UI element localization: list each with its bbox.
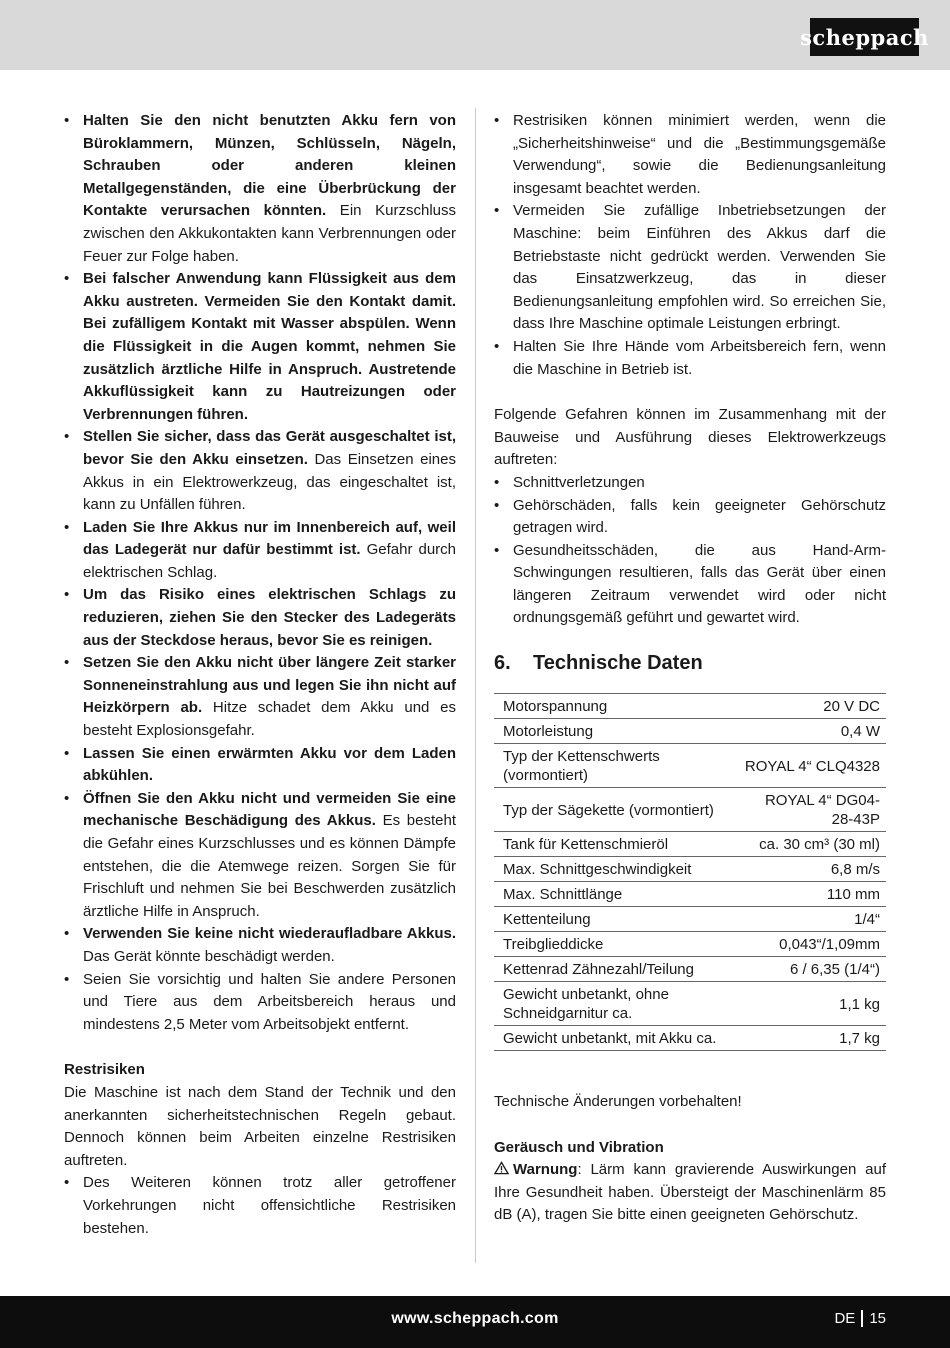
spec-value: 1/4“ [736,907,886,932]
list-item: • Des Weiteren können trotz aller getroffener Vorkehrungen nicht offensichtliche Restrisiken bestehen. [64,1172,456,1240]
spec-label: Typ der Kettenschwerts (vormontiert) [494,744,736,788]
table-row [494,788,886,832]
left-column [64,110,456,1240]
hazards-list [494,472,886,630]
list-item-text: Das Gerät könnte beschädigt werden. [83,947,335,965]
spec-label: Kettenrad Zähnezahl/Teilung [494,957,736,982]
technical-data-table [494,693,886,1051]
page-number: 15 [869,1310,886,1327]
column-divider [475,108,476,1263]
website-link[interactable]: www.scheppach.com [391,1310,559,1327]
list-item-bold-text: Setzen Sie den Akku nicht über längere Zeit starker Sonneneinstrahlung aus und legen Sie ihn nicht auf Heizkörpern ab. [83,654,456,717]
list-item [64,969,456,1037]
spec-label: Treibglieddicke [494,932,736,957]
spec-label: Gewicht unbetankt, mit Akku ca. [494,1026,736,1051]
list-item-text: Gefahr durch elektrischen Schlag. [83,541,457,581]
spec-label: Typ der Sägekette (vormontiert) [494,788,736,832]
spec-value: 1,7 kg [736,1026,886,1051]
warning-triangle-icon [494,1161,509,1175]
table-row [494,882,886,907]
list-item-text: Es besteht die Gefahr eines Kurzschlusses und es können Dämpfe entstehen, die die Atemwege reizen. Sorgen Sie für Frischluft und nehmen Sie bei Beschwerden zusätzlich ärztliche Hilfe in Anspruch. [83,812,456,920]
restrisiken-paragraph: Die Maschine ist nach dem Stand der Technik und den anerkannten sicherheitstechnischen Regeln gebaut. Dennoch können beim Arbeiten einzelne Restrisiken auftreten. [64,1083,456,1169]
list-item: • Gesundheitsschäden, die aus Hand-Arm-Schwingungen resultieren, falls das Gerät über einen längeren Zeitraum verwendet wird oder nicht ordnungsgemäß geführt und gewartet wird. [494,540,886,630]
list-item [64,426,456,516]
spec-label: Kettenteilung [494,907,736,932]
restrisiken-heading: Restrisiken [64,1061,145,1079]
warning-text: : Lärm kann gravierende Auswirkungen auf Ihre Gesundheit haben. Übersteigt der Maschinenlärm 85 dB (A), tragen Sie bitte einen geeigneten Gehörschutz. [494,1161,886,1224]
list-item: • Vermeiden Sie zufällige Inbetriebsetzungen der Maschine: beim Einführen des Akkus darf die Betriebstaste nicht gedrückt werden. Verwenden Sie das Einsatzwerkzeug, das in dieser Bedienungsanleitung empfohlen wird. So erreichen Sie, dass Ihre Maschine optimale Leistungen erbringt. [494,200,886,336]
table-row [494,957,886,982]
list-item [64,584,456,652]
hazards-intro: Folgende Gefahren können im Zusammenhang mit der Bauweise und Ausführung dieses Elektrowerkzeugs auftreten: [494,406,886,469]
table-row [494,932,886,957]
section-number: 6. [494,652,511,675]
list-item [64,743,456,788]
language-code: DE [834,1310,856,1327]
spec-value: 20 V DC [736,694,886,719]
list-item-text: Ein Kurzschluss zwischen den Akkukontakten kann Verbrennungen oder Feuer zur Folge haben. [83,202,456,265]
list-item-text: Das Einsetzen eines Akkus in ein Elektrowerkzeug, das eingeschaltet ist, kann zu Unfällen führen. [83,450,456,514]
list-item [64,788,456,924]
spec-label: Max. Schnittlänge [494,882,736,907]
table-row [494,982,886,1026]
list-item [64,268,456,426]
brand-logo: scheppach [810,18,919,56]
list-item-text: Hitze schadet dem Akku und es besteht Explosionsgefahr. [83,699,457,740]
table-row [494,694,886,719]
noise-warning [494,1159,886,1227]
list-item-bold-text: Halten Sie den nicht benutzten Akku fern von Büroklammern, Münzen, Schlüsseln, Nägeln, Schrauben oder anderen kleinen Metallgegenständen, die eine Überbrückung der Kontakte verursachen könnten. [83,112,456,220]
spec-value: ROYAL 4“ DG04-28-43P [736,788,886,832]
battery-safety-list [64,110,456,1036]
spec-label: Gewicht unbetankt, ohne Schneidgarnitur ca. [494,982,736,1026]
list-item-bold-text: Laden Sie Ihre Akkus nur im Innenbereich auf, weil das Ladegerät nur dafür bestimmt ist. [83,518,456,559]
spec-value: 0,043“/1,09mm [736,932,886,957]
list-item-text: Seien Sie vorsichtig und halten Sie andere Personen und Tiere aus dem Arbeitsbereich heraus und mindestens 2,5 Meter vom Arbeitsobjekt entfernt. [83,970,456,1033]
spec-value: 1,1 kg [736,982,886,1026]
list-item-bold-text: Verwenden Sie keine nicht wiederaufladbare Akkus. [83,925,456,943]
list-item: • Schnittverletzungen [494,472,886,495]
spec-label: Tank für Kettenschmieröl [494,832,736,857]
list-item: • Halten Sie Ihre Hände vom Arbeitsbereich fern, wenn die Maschine in Betrieb ist. [494,336,886,381]
spec-label: Max. Schnittgeschwindigkeit [494,857,736,882]
spec-value: 0,4 W [736,719,886,744]
spec-value: 6,8 m/s [736,857,886,882]
table-row [494,832,886,857]
list-item: • Gehörschäden, falls kein geeigneter Gehörschutz getragen wird. [494,495,886,540]
spec-value: 6 / 6,35 (1/4“) [736,957,886,982]
spec-label: Motorspannung [494,694,736,719]
spec-label: Motorleistung [494,719,736,744]
table-row [494,719,886,744]
list-item-bold-text: Stellen Sie sicher, dass das Gerät ausgeschaltet ist, bevor Sie den Akku einsetzen. [83,428,456,468]
spec-value: 110 mm [736,882,886,907]
page-header [0,0,950,70]
spec-value: ca. 30 cm³ (30 ml) [736,832,886,857]
table-row [494,1026,886,1051]
list-item-bold-text: Bei falscher Anwendung kann Flüssigkeit aus dem Akku austreten. Vermeiden Sie den Kontakt damit. Bei zufälligem Kontakt mit Wasser abspülen. Wenn die Flüssigkeit in die Augen kommt, nehmen Sie zusätzlich ärztliche Hilfe in Anspruch. Austretende Akkuflüssigkeit kann zu Hautreizungen oder Verbrennungen führen. [83,270,456,423]
residual-risk-list [494,110,886,381]
list-item [64,923,456,968]
section-heading [494,650,886,676]
table-row [494,907,886,932]
list-item [64,110,456,268]
section-title: Technische Daten [533,652,703,675]
noise-heading: Geräusch und Vibration [494,1138,664,1156]
spec-value: ROYAL 4“ CLQ4328 [736,744,886,788]
list-item-bold-text: Öffnen Sie den Akku nicht und vermeiden Sie eine mechanische Beschädigung des Akkus. [83,789,456,830]
list-item-bold-text: Um das Risiko eines elektrischen Schlags zu reduzieren, ziehen Sie den Stecker des Ladegeräts aus der Steckdose heraus, bevor Sie es reinigen. [83,586,456,649]
page-footer [0,1296,950,1348]
restrisiken-list [64,1172,456,1240]
list-item [64,652,456,742]
table-row [494,744,886,788]
page-indicator [834,1310,886,1327]
changes-note: Technische Änderungen vorbehalten! [494,1093,742,1111]
list-item [64,517,456,585]
table-row [494,857,886,882]
list-item-bold-text: Lassen Sie einen erwärmten Akku vor dem Laden abkühlen. [83,744,456,785]
page-separator [861,1310,863,1327]
list-item: • Restrisiken können minimiert werden, wenn die „Sicherheitshinweise“ und die „Bestimmungsgemäße Verwendung“, sowie die Bedienungsanleitung insgesamt beachtet werden. [494,110,886,200]
warning-label: Warnung [513,1161,578,1179]
right-column [494,110,886,1227]
